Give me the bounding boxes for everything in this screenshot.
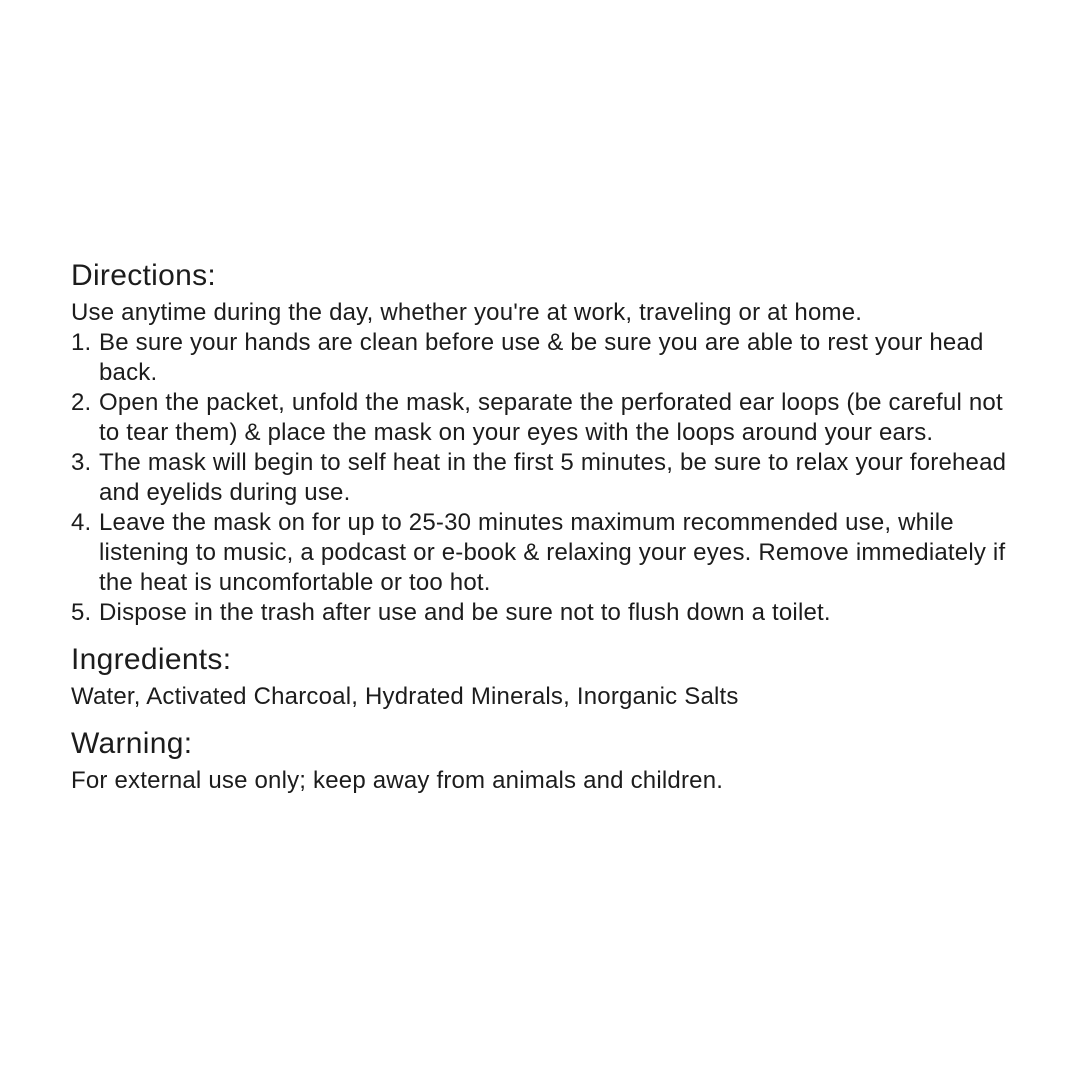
- step-number: 5.: [71, 599, 92, 626]
- direction-step-3: [71, 448, 1016, 508]
- direction-step-4: [71, 508, 1016, 598]
- step-text: Leave the mask on for up to 25-30 minutes maximum recommended use, while listening to music, a podcast or e-book & relaxing your eyes. Remove immediately if the heat is uncomfortable or too hot.: [99, 509, 1006, 596]
- ingredients-heading: Ingredients:: [71, 643, 232, 676]
- directions-section: [71, 258, 1016, 628]
- directions-heading: Directions:: [71, 259, 217, 292]
- step-text: The mask will begin to self heat in the first 5 minutes, be sure to relax your forehead and eyelids during use.: [99, 449, 1007, 506]
- ingredients-body: Water, Activated Charcoal, Hydrated Minerals, Inorganic Salts: [71, 683, 739, 710]
- warning-body: For external use only; keep away from animals and children.: [71, 767, 724, 794]
- product-label-panel: [71, 258, 1016, 796]
- directions-steps-list: [71, 328, 1016, 628]
- step-number: 3.: [71, 449, 92, 476]
- step-number: 2.: [71, 389, 92, 416]
- warning-section: [71, 726, 1016, 796]
- step-number: 1.: [71, 329, 92, 356]
- ingredients-section: [71, 642, 1016, 712]
- direction-step-2: [71, 388, 1016, 448]
- direction-step-5: [71, 598, 1016, 628]
- step-text: Open the packet, unfold the mask, separate the perforated ear loops (be careful not to tear them) & place the mask on your eyes with the loops around your ears.: [99, 389, 1003, 446]
- directions-intro: Use anytime during the day, whether you're at work, traveling or at home.: [71, 299, 863, 326]
- step-text: Be sure your hands are clean before use & be sure you are able to rest your head back.: [99, 329, 984, 386]
- direction-step-1: [71, 328, 1016, 388]
- step-text: Dispose in the trash after use and be sure not to flush down a toilet.: [99, 599, 831, 626]
- warning-heading: Warning:: [71, 727, 193, 760]
- step-number: 4.: [71, 509, 92, 536]
